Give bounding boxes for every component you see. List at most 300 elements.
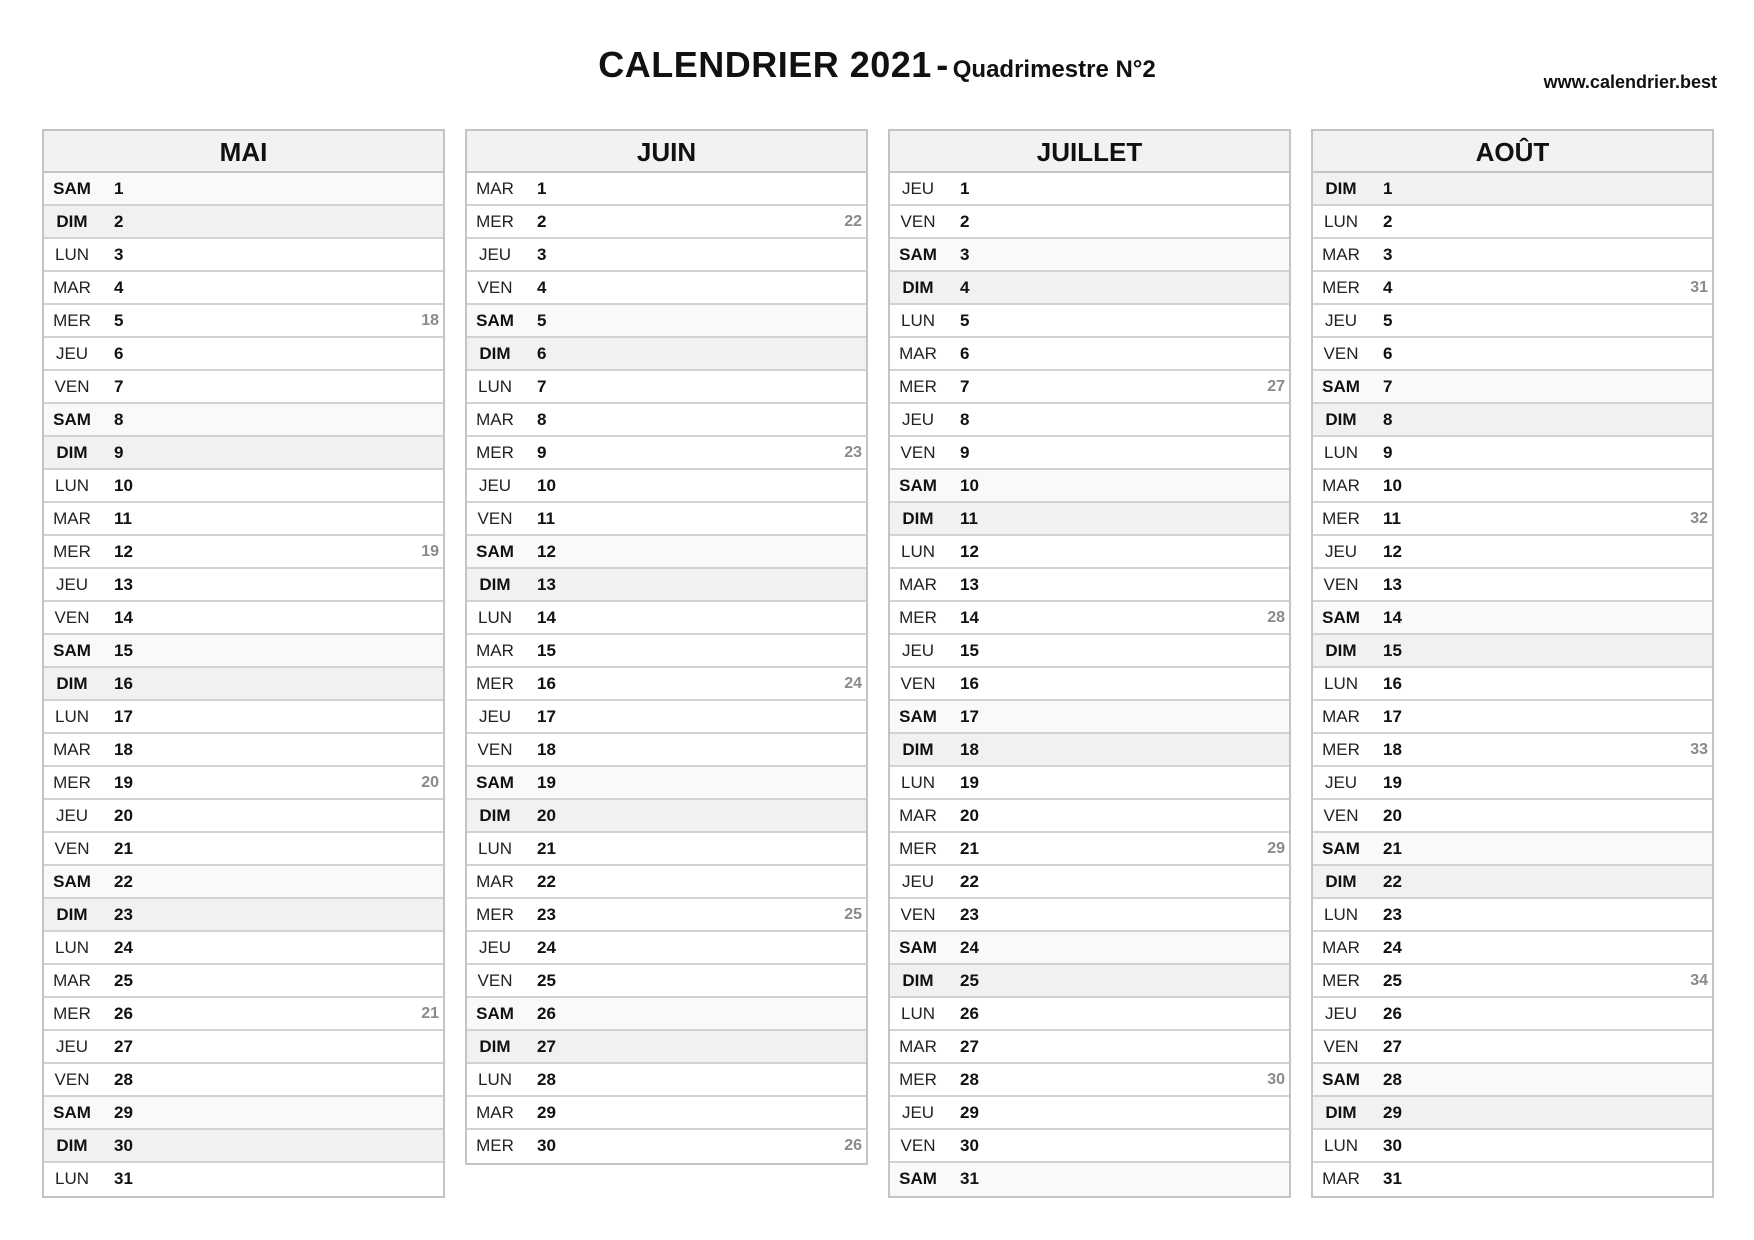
weekday-label: VEN — [900, 1136, 936, 1155]
day-number: 28 — [1383, 1070, 1402, 1089]
day-row — [1313, 1163, 1712, 1196]
month-header: MAI — [44, 131, 443, 173]
day-number: 24 — [960, 938, 979, 957]
weekday-label: SAM — [53, 641, 91, 660]
weekday-label: SAM — [1322, 608, 1360, 627]
weekday-label: LUN — [900, 542, 935, 561]
day-number: 20 — [537, 806, 556, 825]
week-number: 30 — [1267, 1071, 1285, 1088]
day-row — [890, 932, 1289, 965]
day-number: 1 — [1383, 179, 1393, 198]
weekday-label: MAR — [1322, 707, 1360, 726]
day-number: 6 — [537, 344, 547, 363]
weekday-label: LUN — [54, 938, 89, 957]
weekday-label: DIM — [1325, 179, 1357, 198]
day-row — [44, 272, 443, 305]
weekday-label: MAR — [53, 971, 91, 990]
day-row — [467, 569, 866, 602]
day-number: 17 — [537, 707, 556, 726]
weekday-label: MER — [53, 542, 91, 561]
day-row — [1313, 305, 1712, 338]
day-row — [890, 305, 1289, 338]
day-row — [1313, 239, 1712, 272]
day-number: 16 — [537, 674, 556, 693]
day-row — [467, 437, 866, 470]
day-row — [1313, 371, 1712, 404]
day-row — [1313, 536, 1712, 569]
day-row — [1313, 173, 1712, 206]
day-row — [1313, 470, 1712, 503]
day-row — [890, 536, 1289, 569]
day-number: 17 — [1383, 707, 1402, 726]
weekday-label: LUN — [54, 245, 89, 264]
day-row — [890, 1097, 1289, 1130]
day-row — [44, 338, 443, 371]
day-number: 28 — [114, 1070, 133, 1089]
calendar-subtitle: Quadrimestre N°2 — [952, 56, 1156, 83]
weekday-label: DIM — [479, 806, 511, 825]
day-row — [467, 635, 866, 668]
day-number: 21 — [537, 839, 556, 858]
weekday-label: DIM — [1325, 641, 1357, 660]
day-row — [1313, 404, 1712, 437]
day-row — [467, 899, 866, 932]
weekday-label: MAR — [476, 641, 514, 660]
day-row — [890, 371, 1289, 404]
weekday-label: JEU — [478, 707, 512, 726]
day-row — [890, 833, 1289, 866]
day-number: 10 — [960, 476, 979, 495]
day-number: 18 — [1383, 740, 1402, 759]
week-number: 20 — [421, 774, 439, 791]
weekday-label: LUN — [477, 839, 512, 858]
day-row — [44, 899, 443, 932]
day-number: 11 — [1383, 509, 1401, 528]
weekday-label: JEU — [478, 245, 512, 264]
day-number: 7 — [960, 377, 970, 396]
day-number: 2 — [960, 212, 970, 231]
weekday-label: VEN — [1323, 1037, 1359, 1056]
weekday-label: MAR — [1322, 476, 1360, 495]
day-row — [467, 734, 866, 767]
day-row — [467, 701, 866, 734]
day-row — [1313, 338, 1712, 371]
day-row — [44, 1064, 443, 1097]
day-row — [1313, 272, 1712, 305]
week-number: 26 — [844, 1137, 862, 1154]
day-row — [467, 503, 866, 536]
day-number: 6 — [1383, 344, 1393, 363]
day-number: 27 — [1383, 1037, 1402, 1056]
week-number: 19 — [421, 543, 439, 560]
day-number: 31 — [960, 1169, 979, 1188]
weekday-label: LUN — [1323, 1136, 1358, 1155]
day-row — [44, 800, 443, 833]
weekday-label: JEU — [1324, 1004, 1358, 1023]
month-header: AOÛT — [1313, 131, 1712, 173]
day-row — [44, 602, 443, 635]
day-number: 14 — [537, 608, 556, 627]
weekday-label: MER — [53, 311, 91, 330]
week-number: 28 — [1267, 609, 1285, 626]
day-row — [1313, 635, 1712, 668]
day-row — [467, 371, 866, 404]
day-number: 9 — [1383, 443, 1393, 462]
day-row — [467, 1031, 866, 1064]
weekday-label: LUN — [900, 311, 935, 330]
day-number: 10 — [537, 476, 556, 495]
weekday-label: SAM — [476, 773, 514, 792]
page-title — [0, 44, 1754, 86]
weekday-label: VEN — [477, 509, 513, 528]
day-number: 23 — [1383, 905, 1402, 924]
day-row — [890, 437, 1289, 470]
day-row — [44, 965, 443, 998]
day-number: 13 — [114, 575, 133, 594]
month-header: JUIN — [467, 131, 866, 173]
day-number: 17 — [960, 707, 979, 726]
weekday-label: MAR — [476, 179, 514, 198]
week-number: 23 — [844, 444, 862, 461]
day-number: 6 — [960, 344, 970, 363]
day-number: 23 — [537, 905, 556, 924]
day-number: 1 — [960, 179, 970, 198]
week-number: 29 — [1267, 840, 1285, 857]
day-row — [1313, 1097, 1712, 1130]
day-row — [467, 272, 866, 305]
weekday-label: SAM — [1322, 377, 1360, 396]
weekday-label: DIM — [902, 278, 934, 297]
weekday-label: SAM — [53, 1103, 91, 1122]
day-number: 14 — [114, 608, 133, 627]
day-number: 9 — [960, 443, 970, 462]
day-number: 15 — [1383, 641, 1402, 660]
day-number: 11 — [960, 509, 978, 528]
day-number: 21 — [1383, 839, 1402, 858]
weekday-label: SAM — [53, 179, 91, 198]
day-row — [1313, 1031, 1712, 1064]
day-row — [44, 1031, 443, 1064]
day-number: 29 — [960, 1103, 979, 1122]
day-row — [467, 965, 866, 998]
day-number: 19 — [960, 773, 979, 792]
day-number: 7 — [114, 377, 124, 396]
day-number: 25 — [960, 971, 979, 990]
day-number: 27 — [114, 1037, 133, 1056]
day-number: 30 — [960, 1136, 979, 1155]
day-number: 27 — [537, 1037, 556, 1056]
weekday-label: SAM — [899, 1169, 937, 1188]
day-number: 14 — [960, 608, 979, 627]
day-row — [467, 932, 866, 965]
weekday-label: DIM — [1325, 1103, 1357, 1122]
day-row — [44, 932, 443, 965]
weekday-label: JEU — [901, 641, 935, 660]
weekday-label: VEN — [1323, 806, 1359, 825]
day-row — [890, 470, 1289, 503]
week-number: 18 — [421, 312, 439, 329]
day-number: 15 — [537, 641, 556, 660]
day-row — [467, 1097, 866, 1130]
weekday-label: SAM — [899, 707, 937, 726]
day-row — [1313, 833, 1712, 866]
day-row — [890, 272, 1289, 305]
weekday-label: DIM — [1325, 410, 1357, 429]
weekday-label: DIM — [479, 1037, 511, 1056]
weekday-label: VEN — [54, 1070, 90, 1089]
day-row — [467, 602, 866, 635]
day-number: 18 — [537, 740, 556, 759]
weekday-label: MAR — [1322, 938, 1360, 957]
weekday-label: MAR — [476, 1103, 514, 1122]
day-row — [44, 833, 443, 866]
day-number: 3 — [960, 245, 970, 264]
day-number: 2 — [537, 212, 547, 231]
weekday-label: DIM — [56, 905, 88, 924]
day-row — [890, 668, 1289, 701]
weekday-label: MAR — [53, 740, 91, 759]
day-number: 22 — [537, 872, 556, 891]
day-row — [44, 1097, 443, 1130]
weekday-label: SAM — [899, 245, 937, 264]
day-number: 14 — [1383, 608, 1402, 627]
weekday-label: VEN — [54, 839, 90, 858]
day-number: 19 — [537, 773, 556, 792]
week-number: 21 — [421, 1005, 439, 1022]
weekday-label: DIM — [479, 575, 511, 594]
day-row — [890, 503, 1289, 536]
day-number: 12 — [1383, 542, 1402, 561]
day-row — [467, 470, 866, 503]
day-row — [467, 338, 866, 371]
day-row — [44, 1130, 443, 1163]
weekday-label: MAR — [899, 575, 937, 594]
week-number: 22 — [844, 213, 862, 230]
weekday-label: JEU — [478, 476, 512, 495]
day-number: 13 — [1383, 575, 1402, 594]
day-row — [44, 998, 443, 1031]
day-number: 2 — [1383, 212, 1393, 231]
day-row — [44, 668, 443, 701]
day-row — [467, 1064, 866, 1097]
day-number: 7 — [1383, 377, 1393, 396]
weekday-label: VEN — [477, 971, 513, 990]
day-row — [890, 602, 1289, 635]
weekday-label: SAM — [476, 1004, 514, 1023]
day-row — [890, 866, 1289, 899]
day-number: 4 — [114, 278, 124, 297]
day-number: 29 — [537, 1103, 556, 1122]
day-number: 11 — [114, 509, 132, 528]
day-number: 25 — [537, 971, 556, 990]
weekday-label: MER — [476, 212, 514, 231]
day-number: 24 — [114, 938, 133, 957]
day-number: 4 — [537, 278, 547, 297]
weekday-label: SAM — [899, 476, 937, 495]
day-number: 21 — [114, 839, 133, 858]
weekday-label: MER — [1322, 278, 1360, 297]
day-number: 31 — [114, 1169, 133, 1188]
weekday-label: VEN — [900, 443, 936, 462]
day-number: 15 — [960, 641, 979, 660]
day-row — [44, 1163, 443, 1196]
weekday-label: MER — [476, 1136, 514, 1155]
weekday-label: LUN — [1323, 443, 1358, 462]
day-row — [1313, 767, 1712, 800]
day-number: 8 — [960, 410, 970, 429]
day-number: 4 — [960, 278, 970, 297]
week-number: 31 — [1690, 279, 1708, 296]
day-number: 16 — [114, 674, 133, 693]
day-number: 26 — [114, 1004, 133, 1023]
day-row — [44, 404, 443, 437]
weekday-label: MER — [1322, 740, 1360, 759]
day-row — [890, 767, 1289, 800]
day-row — [1313, 701, 1712, 734]
day-row — [890, 569, 1289, 602]
day-row — [1313, 602, 1712, 635]
weekday-label: JEU — [901, 410, 935, 429]
day-row — [890, 899, 1289, 932]
weekday-label: JEU — [55, 806, 89, 825]
weekday-label: MER — [899, 377, 937, 396]
day-number: 15 — [114, 641, 133, 660]
day-number: 23 — [114, 905, 133, 924]
day-row — [44, 635, 443, 668]
day-number: 26 — [1383, 1004, 1402, 1023]
day-number: 22 — [960, 872, 979, 891]
day-row — [1313, 734, 1712, 767]
weekday-label: JEU — [1324, 773, 1358, 792]
weekday-label: LUN — [1323, 905, 1358, 924]
day-row — [467, 800, 866, 833]
day-number: 8 — [114, 410, 124, 429]
day-row — [890, 1031, 1289, 1064]
day-row — [467, 833, 866, 866]
day-row — [467, 206, 866, 239]
day-number: 22 — [114, 872, 133, 891]
day-row — [890, 173, 1289, 206]
day-number: 19 — [114, 773, 133, 792]
day-row — [44, 734, 443, 767]
day-row — [1313, 1064, 1712, 1097]
day-row — [890, 1163, 1289, 1196]
day-row — [44, 701, 443, 734]
weekday-label: JEU — [55, 575, 89, 594]
weekday-label: VEN — [54, 377, 90, 396]
website-label: www.calendrier.best — [1543, 72, 1717, 92]
day-number: 12 — [960, 542, 979, 561]
weekday-label: VEN — [1323, 344, 1359, 363]
day-number: 21 — [960, 839, 979, 858]
weekday-label: DIM — [56, 443, 88, 462]
week-number: 34 — [1690, 972, 1708, 989]
weekday-label: MER — [53, 773, 91, 792]
weekday-label: MER — [476, 674, 514, 693]
day-number: 30 — [114, 1136, 133, 1155]
weekday-label: VEN — [900, 212, 936, 231]
day-number: 20 — [114, 806, 133, 825]
weekday-label: MER — [1322, 509, 1360, 528]
day-row — [1313, 899, 1712, 932]
weekday-label: MER — [1322, 971, 1360, 990]
day-number: 11 — [537, 509, 555, 528]
day-number: 1 — [537, 179, 547, 198]
weekday-label: LUN — [900, 1004, 935, 1023]
weekday-label: MER — [899, 608, 937, 627]
day-number: 20 — [960, 806, 979, 825]
weekday-label: MAR — [1322, 245, 1360, 264]
day-row — [44, 173, 443, 206]
weekday-label: MAR — [476, 872, 514, 891]
day-number: 5 — [1383, 311, 1393, 330]
day-number: 30 — [537, 1136, 556, 1155]
day-row — [44, 437, 443, 470]
day-number: 25 — [114, 971, 133, 990]
day-number: 23 — [960, 905, 979, 924]
day-row — [890, 239, 1289, 272]
weekday-label: DIM — [56, 212, 88, 231]
weekday-label: MER — [899, 1070, 937, 1089]
weekday-label: LUN — [54, 707, 89, 726]
weekday-label: JEU — [901, 179, 935, 198]
day-number: 25 — [1383, 971, 1402, 990]
day-row — [44, 536, 443, 569]
weekday-label: JEU — [901, 1103, 935, 1122]
day-number: 10 — [114, 476, 133, 495]
weekday-label: VEN — [477, 740, 513, 759]
weekday-label: SAM — [1322, 1070, 1360, 1089]
day-number: 5 — [960, 311, 970, 330]
weekday-label: MAR — [899, 344, 937, 363]
weekday-label: JEU — [55, 1037, 89, 1056]
weekday-label: LUN — [900, 773, 935, 792]
day-number: 9 — [114, 443, 124, 462]
day-row — [44, 206, 443, 239]
day-row — [1313, 503, 1712, 536]
day-row — [1313, 998, 1712, 1031]
day-row — [467, 866, 866, 899]
weekday-label: SAM — [1322, 839, 1360, 858]
week-number: 27 — [1267, 378, 1285, 395]
day-row — [890, 800, 1289, 833]
day-number: 8 — [537, 410, 547, 429]
weekday-label: MAR — [53, 278, 91, 297]
day-row — [44, 866, 443, 899]
weekday-label: MER — [476, 443, 514, 462]
day-number: 13 — [537, 575, 556, 594]
day-number: 28 — [537, 1070, 556, 1089]
day-row — [467, 173, 866, 206]
weekday-label: SAM — [476, 542, 514, 561]
day-row — [467, 1130, 866, 1163]
month-header: JUILLET — [890, 131, 1289, 173]
day-number: 9 — [537, 443, 547, 462]
day-row — [890, 635, 1289, 668]
day-row — [44, 239, 443, 272]
weekday-label: MAR — [1322, 1169, 1360, 1188]
weekday-label: LUN — [477, 377, 512, 396]
weekday-label: MAR — [53, 509, 91, 528]
month-column — [42, 129, 445, 1198]
title-separator: - — [936, 44, 949, 85]
day-number: 16 — [960, 674, 979, 693]
day-number: 17 — [114, 707, 133, 726]
day-number: 28 — [960, 1070, 979, 1089]
day-number: 24 — [1383, 938, 1402, 957]
day-number: 5 — [114, 311, 124, 330]
day-row — [1313, 668, 1712, 701]
